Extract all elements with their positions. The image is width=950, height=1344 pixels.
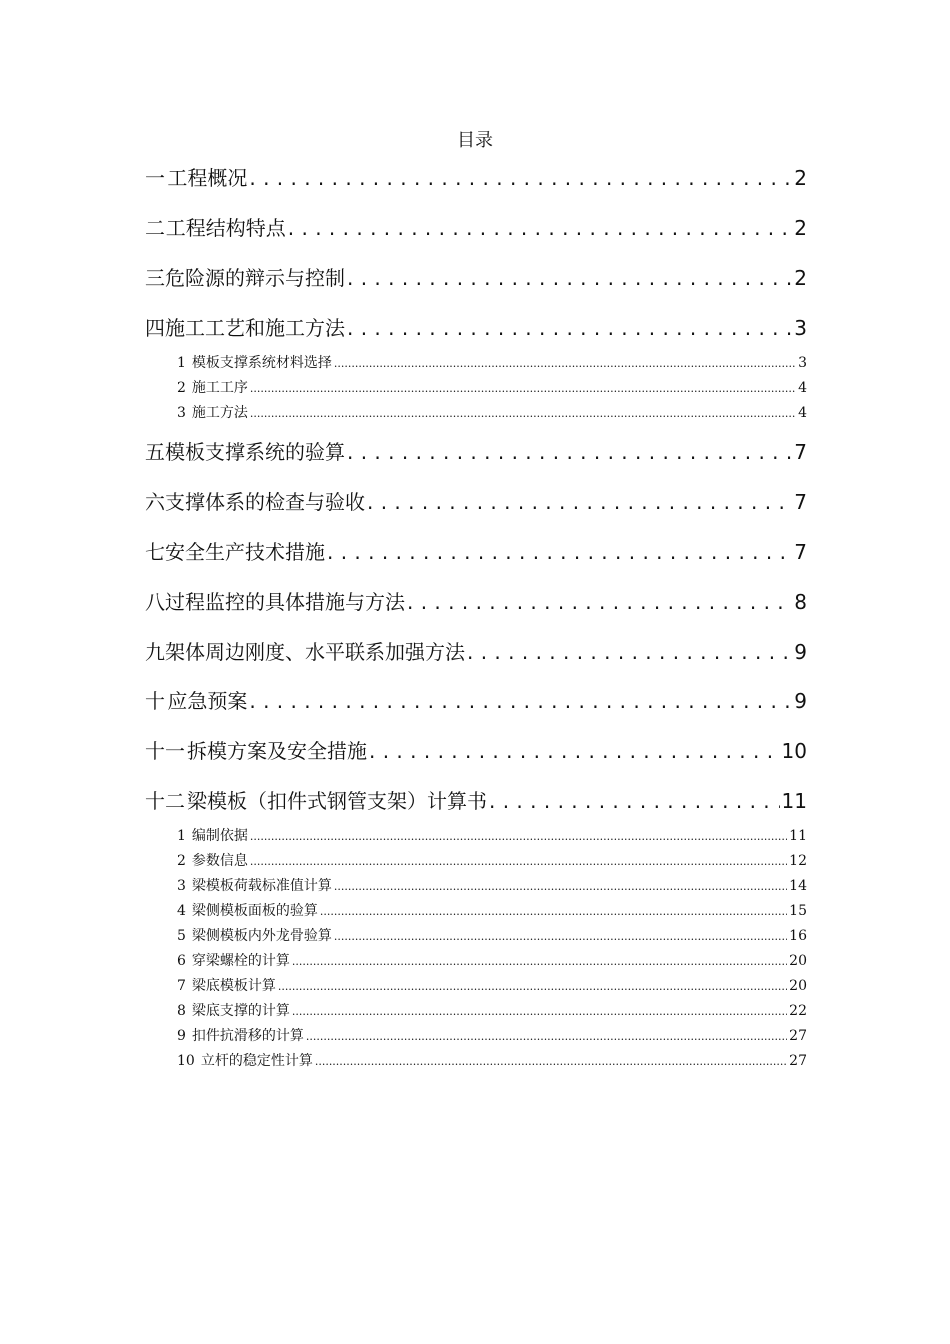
toc-entry-number: 3 xyxy=(177,878,186,894)
toc-entry-number: 十二 xyxy=(145,789,185,813)
toc-entry-label: 工程概况 xyxy=(167,166,248,190)
toc-entry-label: 施工工艺和施工方法 xyxy=(165,316,345,340)
toc-entry-number: 二 xyxy=(145,216,165,240)
toc-entry-chapter[interactable] xyxy=(145,312,807,342)
toc-entry-label: 工程结构特点 xyxy=(165,216,286,240)
toc-entry-section[interactable] xyxy=(177,900,807,920)
toc-entry-number: 三 xyxy=(145,266,165,290)
toc-entry-number: 8 xyxy=(177,1003,186,1019)
toc-leader-dots xyxy=(327,540,792,564)
toc-title: 目录 xyxy=(457,130,493,151)
toc-leader-dots xyxy=(489,789,780,813)
toc-entry-label: 梁底支撑的计算 xyxy=(191,1003,290,1019)
toc-entry-page: 8 xyxy=(794,590,807,614)
toc-entry-number: 六 xyxy=(145,490,165,514)
toc-entry-page: 9 xyxy=(794,689,807,713)
toc-entry-page: 27 xyxy=(789,1053,807,1069)
toc-entry-chapter[interactable] xyxy=(145,586,807,616)
toc-leader-dots xyxy=(367,490,792,514)
toc-leader-dots xyxy=(250,853,787,869)
toc-entry-number: 四 xyxy=(145,316,165,340)
toc-entry-label: 拆模方案及安全措施 xyxy=(187,739,367,763)
toc-entry-page: 27 xyxy=(789,1028,807,1044)
toc-entry-number: 十 xyxy=(145,689,165,713)
toc-leader-dots xyxy=(334,878,787,894)
toc-entry-page: 4 xyxy=(798,405,807,421)
toc-leader-dots xyxy=(306,1028,787,1044)
toc-entry-label: 梁模板（扣件式钢管支架）计算书 xyxy=(187,789,487,813)
toc-entry-label: 穿梁螺栓的计算 xyxy=(191,953,290,969)
toc-entry-label: 模板支撑系统材料选择 xyxy=(191,355,332,371)
toc-entry-section[interactable] xyxy=(177,377,807,397)
toc-entry-section[interactable] xyxy=(177,875,807,895)
toc-entry-page: 11 xyxy=(789,828,807,844)
toc-leader-dots xyxy=(249,689,792,713)
toc-entry-page: 2 xyxy=(794,266,807,290)
toc-entry-number: 2 xyxy=(177,380,186,396)
toc-entry-chapter[interactable] xyxy=(145,785,807,815)
toc-entry-page: 16 xyxy=(789,928,807,944)
toc-entry-page: 22 xyxy=(789,1003,807,1019)
toc-entry-chapter[interactable] xyxy=(145,685,807,715)
toc-leader-dots xyxy=(278,978,787,994)
toc-leader-dots xyxy=(249,166,792,190)
toc-entry-label: 架体周边刚度、水平联系加强方法 xyxy=(165,640,465,664)
toc-entry-chapter[interactable] xyxy=(145,436,807,466)
toc-entry-number: 4 xyxy=(177,903,186,919)
toc-entry-label: 支撑体系的检查与验收 xyxy=(165,490,365,514)
toc-entry-section[interactable] xyxy=(177,925,807,945)
toc-entry-page: 7 xyxy=(794,440,807,464)
toc-leader-dots xyxy=(250,380,796,396)
toc-entry-chapter[interactable] xyxy=(145,536,807,566)
toc-entry-section[interactable] xyxy=(177,1025,807,1045)
toc-leader-dots xyxy=(320,903,787,919)
toc-leader-dots xyxy=(315,1053,787,1069)
toc-leader-dots xyxy=(347,316,792,340)
toc-entry-label: 模板支撑系统的验算 xyxy=(165,440,345,464)
toc-entry-number: 10 xyxy=(177,1053,195,1069)
toc-entry-chapter[interactable] xyxy=(145,735,807,765)
toc-leader-dots xyxy=(334,928,787,944)
toc-leader-dots xyxy=(407,590,792,614)
toc-entry-page: 15 xyxy=(789,903,807,919)
toc-entry-label: 梁侧模板面板的验算 xyxy=(191,903,318,919)
toc-entry-number: 十一 xyxy=(145,739,185,763)
toc-entry-number: 7 xyxy=(177,978,186,994)
toc-entry-label: 过程监控的具体措施与方法 xyxy=(165,590,405,614)
toc-leader-dots xyxy=(347,440,792,464)
toc-entry-section[interactable] xyxy=(177,1000,807,1020)
toc-entry-label: 梁模板荷载标准值计算 xyxy=(191,878,332,894)
toc-entry-page: 12 xyxy=(789,853,807,869)
toc-entry-label: 编制依据 xyxy=(191,828,248,844)
toc-entry-page: 11 xyxy=(781,789,807,813)
toc-leader-dots xyxy=(250,405,796,421)
toc-entry-page: 20 xyxy=(789,978,807,994)
toc-leader-dots xyxy=(334,355,796,371)
toc-entry-chapter[interactable] xyxy=(145,486,807,516)
toc-entry-number: 5 xyxy=(177,928,186,944)
toc-entry-number: 八 xyxy=(145,590,165,614)
toc-entry-number: 2 xyxy=(177,853,186,869)
toc-entry-label: 危险源的辩示与控制 xyxy=(165,266,345,290)
toc-entry-label: 安全生产技术措施 xyxy=(165,540,325,564)
toc-entry-page: 2 xyxy=(794,166,807,190)
toc-entry-number: 九 xyxy=(145,640,165,664)
toc-entry-label: 参数信息 xyxy=(191,853,248,869)
toc-entry-label: 扣件抗滑移的计算 xyxy=(191,1028,304,1044)
toc-entry-label: 应急预案 xyxy=(167,689,248,713)
toc-leader-dots xyxy=(467,640,792,664)
toc-entry-number: 1 xyxy=(177,828,186,844)
toc-entry-label: 梁底模板计算 xyxy=(191,978,276,994)
toc-entry-page: 3 xyxy=(794,316,807,340)
toc-entry-page: 7 xyxy=(794,490,807,514)
toc-entry-page: 14 xyxy=(789,878,807,894)
toc-entry-page: 3 xyxy=(798,355,807,371)
toc-entry-label: 施工工序 xyxy=(191,380,248,396)
toc-entry-number: 五 xyxy=(145,440,165,464)
toc-leader-dots xyxy=(250,828,787,844)
toc-entry-chapter[interactable] xyxy=(145,636,807,666)
toc-entry-section[interactable] xyxy=(177,850,807,870)
toc-leader-dots xyxy=(347,266,792,290)
toc-entry-section[interactable] xyxy=(177,950,807,970)
toc-entry-page: 9 xyxy=(794,640,807,664)
toc-entry-page: 10 xyxy=(781,739,807,763)
toc-entry-page: 20 xyxy=(789,953,807,969)
toc-entry-number: 3 xyxy=(177,405,186,421)
toc-entry-page: 4 xyxy=(798,380,807,396)
toc-leader-dots xyxy=(288,216,792,240)
toc-entry-section[interactable] xyxy=(177,352,807,372)
toc-entry-page: 2 xyxy=(794,216,807,240)
toc-entry-chapter[interactable] xyxy=(145,212,807,242)
toc-entry-chapter[interactable] xyxy=(145,262,807,292)
toc-entry-section[interactable] xyxy=(177,1050,807,1070)
toc-entry-label: 梁侧模板内外龙骨验算 xyxy=(191,928,332,944)
toc-leader-dots xyxy=(369,739,780,763)
toc-entry-label: 施工方法 xyxy=(191,405,248,421)
toc-entry-number: 一 xyxy=(145,166,165,190)
toc-entry-number: 9 xyxy=(177,1028,186,1044)
toc-entry-chapter[interactable] xyxy=(145,162,807,192)
toc-entry-section[interactable] xyxy=(177,402,807,422)
toc-entry-number: 6 xyxy=(177,953,186,969)
toc-leader-dots xyxy=(292,1003,787,1019)
toc-entry-label: 立杆的稳定性计算 xyxy=(200,1053,313,1069)
toc-entry-number: 七 xyxy=(145,540,165,564)
toc-entry-section[interactable] xyxy=(177,825,807,845)
toc-entry-number: 1 xyxy=(177,355,186,371)
toc-entry-section[interactable] xyxy=(177,975,807,995)
toc-leader-dots xyxy=(292,953,787,969)
toc-entry-page: 7 xyxy=(794,540,807,564)
